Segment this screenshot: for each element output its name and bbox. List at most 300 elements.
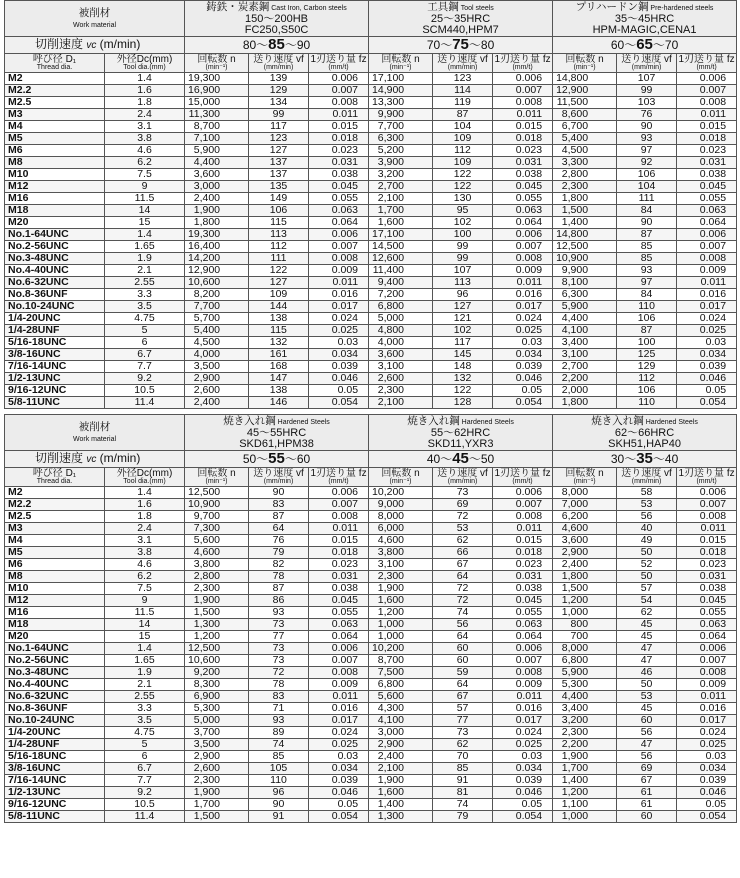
rpm-cell: 5,900 [185, 145, 249, 157]
fz-cell: 0.054 [309, 397, 369, 409]
rpm-cell: 4,600 [553, 523, 617, 535]
thread-dia-cell: 1/4-28UNF [5, 325, 105, 337]
rpm-cell: 800 [553, 619, 617, 631]
feed-cell: 50 [617, 571, 677, 583]
table-row [5, 763, 737, 775]
fz-cell: 0.034 [677, 763, 737, 775]
thread-dia-cell: M16 [5, 607, 105, 619]
rpm-header-label: 回転数 n [381, 53, 420, 65]
rpm-cell: 1,800 [185, 217, 249, 229]
rpm-cell: 7,200 [369, 289, 433, 301]
feed-cell: 52 [617, 559, 677, 571]
material-name: 焼き入れ鋼 [591, 415, 644, 427]
feed-cell: 132 [433, 373, 493, 385]
feed-cell: 161 [249, 349, 309, 361]
fz-cell: 0.024 [677, 727, 737, 739]
fz-cell: 0.023 [493, 145, 553, 157]
thread-dia-cell: M2 [5, 487, 105, 499]
feed-cell: 132 [249, 337, 309, 349]
feed-cell: 149 [249, 193, 309, 205]
work-material-label [5, 415, 185, 451]
thread-dia-cell: M10 [5, 169, 105, 181]
table-row [5, 607, 737, 619]
feed-cell: 129 [617, 361, 677, 373]
tool-dia-cell: 2.4 [105, 523, 185, 535]
fz-cell: 0.018 [493, 133, 553, 145]
fz-cell: 0.011 [677, 277, 737, 289]
fz-cell: 0.023 [677, 145, 737, 157]
table-row [5, 277, 737, 289]
fz-cell: 0.038 [309, 169, 369, 181]
feed-header [249, 468, 309, 487]
rpm-cell: 17,100 [369, 229, 433, 241]
fz-cell: 0.017 [309, 715, 369, 727]
feed-cell: 73 [249, 619, 309, 631]
feed-cell: 113 [433, 277, 493, 289]
rpm-cell: 2,800 [185, 571, 249, 583]
rpm-cell: 2,300 [369, 385, 433, 397]
rpm-cell: 2,900 [185, 373, 249, 385]
fz-cell: 0.025 [493, 739, 553, 751]
rpm-cell: 14,800 [553, 229, 617, 241]
fz-cell: 0.039 [309, 361, 369, 373]
fz-cell: 0.038 [677, 169, 737, 181]
feed-cell: 74 [433, 799, 493, 811]
thread-dia-cell: M18 [5, 205, 105, 217]
rpm-cell: 12,500 [553, 241, 617, 253]
fz-cell: 0.023 [309, 145, 369, 157]
feed-cell: 106 [617, 169, 677, 181]
rpm-cell: 13,300 [369, 97, 433, 109]
feed-cell: 67 [617, 775, 677, 787]
thread-dia-cell: No.10-24UNC [5, 301, 105, 313]
feed-header-label: 送り速度 vf [437, 53, 488, 65]
rpm-cell: 7,700 [185, 301, 249, 313]
table-row [5, 751, 737, 763]
tool-dia-cell: 1.9 [105, 667, 185, 679]
fz-cell: 0.006 [677, 229, 737, 241]
material-header-row [5, 1, 737, 37]
fz-cell: 0.045 [309, 595, 369, 607]
fz-cell: 0.006 [309, 73, 369, 85]
rpm-cell: 2,100 [369, 397, 433, 409]
rpm-cell: 12,500 [185, 487, 249, 499]
fz-cell: 0.046 [493, 373, 553, 385]
cutting-conditions-table [4, 0, 737, 409]
feed-header [617, 468, 677, 487]
thread-dia-cell: 9/16-12UNC [5, 385, 105, 397]
rpm-cell: 1,000 [553, 811, 617, 823]
feed-cell: 74 [249, 739, 309, 751]
rpm-cell: 1,700 [553, 763, 617, 775]
feed-cell: 135 [249, 181, 309, 193]
rpm-cell: 1,900 [185, 787, 249, 799]
tool-dia-cell: 3.3 [105, 703, 185, 715]
fz-cell: 0.046 [677, 373, 737, 385]
thread-dia-cell: M3 [5, 109, 105, 121]
feed-cell: 96 [433, 289, 493, 301]
table-row [5, 157, 737, 169]
thread-dia-cell: 5/8-11UNC [5, 397, 105, 409]
feed-cell: 122 [249, 265, 309, 277]
feed-header [617, 54, 677, 73]
fz-cell: 0.008 [677, 97, 737, 109]
rpm-cell: 4,100 [369, 715, 433, 727]
fz-cell: 0.054 [677, 397, 737, 409]
rpm-cell: 3,900 [369, 157, 433, 169]
thread-dia-cell: M10 [5, 583, 105, 595]
rpm-cell: 6,000 [369, 523, 433, 535]
tool-dia-cell: 9.2 [105, 373, 185, 385]
fz-cell: 0.038 [309, 583, 369, 595]
feed-cell: 77 [433, 715, 493, 727]
thread-dia-cell: No.6-32UNC [5, 277, 105, 289]
fz-header-unit: (mm/t) [696, 63, 717, 71]
tool-dia-cell: 1.6 [105, 499, 185, 511]
feed-cell: 117 [249, 121, 309, 133]
feed-cell: 89 [249, 727, 309, 739]
fz-cell: 0.031 [677, 571, 737, 583]
feed-cell: 46 [617, 667, 677, 679]
rpm-cell: 10,600 [185, 277, 249, 289]
fz-cell: 0.054 [493, 397, 553, 409]
rpm-cell: 12,600 [369, 253, 433, 265]
feed-header-label: 送り速度 vf [253, 53, 304, 65]
table-row [5, 397, 737, 409]
rpm-cell: 5,400 [553, 133, 617, 145]
feed-cell: 64 [433, 631, 493, 643]
speed-recommended: 65 [636, 36, 653, 53]
fz-cell: 0.011 [677, 523, 737, 535]
rpm-cell: 6,200 [553, 511, 617, 523]
rpm-cell: 2,700 [553, 361, 617, 373]
table-row [5, 811, 737, 823]
fz-cell: 0.045 [493, 181, 553, 193]
rpm-header-label: 回転数 n [565, 467, 604, 479]
rpm-cell: 10,900 [553, 253, 617, 265]
feed-cell: 67 [433, 559, 493, 571]
fz-cell: 0.006 [677, 487, 737, 499]
thread-dia-cell: No.4-40UNC [5, 679, 105, 691]
thread-dia-cell: M3 [5, 523, 105, 535]
material-hardness: 45～55HRC [246, 427, 307, 439]
table-row [5, 289, 737, 301]
feed-cell: 99 [433, 253, 493, 265]
table-row [5, 559, 737, 571]
fz-cell: 0.03 [677, 751, 737, 763]
material-header [553, 415, 737, 451]
thread-dia-en: Thread dia. [36, 63, 73, 71]
table-row [5, 727, 737, 739]
feed-cell: 113 [249, 229, 309, 241]
fz-cell: 0.055 [677, 607, 737, 619]
rpm-cell: 8,700 [185, 121, 249, 133]
fz-cell: 0.025 [493, 325, 553, 337]
feed-cell: 45 [617, 631, 677, 643]
rpm-cell: 1,100 [553, 799, 617, 811]
fz-cell: 0.006 [677, 643, 737, 655]
rpm-cell: 1,000 [369, 631, 433, 643]
feed-cell: 56 [617, 727, 677, 739]
feed-cell: 47 [617, 643, 677, 655]
speed-recommended: 75 [452, 36, 469, 53]
work-material-jp: 被削材 [78, 6, 111, 19]
fz-cell: 0.008 [309, 253, 369, 265]
fz-cell: 0.018 [309, 547, 369, 559]
feed-cell: 69 [617, 763, 677, 775]
table-row [5, 487, 737, 499]
fz-cell: 0.007 [309, 499, 369, 511]
feed-cell: 56 [617, 751, 677, 763]
material-hardness: 35～45HRC [614, 13, 675, 25]
table-row [5, 655, 737, 667]
fz-cell: 0.031 [677, 157, 737, 169]
material-hardness: 55～62HRC [430, 427, 491, 439]
rpm-cell: 1,800 [553, 571, 617, 583]
table-row [5, 595, 737, 607]
rpm-cell: 1,200 [185, 631, 249, 643]
fz-cell: 0.009 [493, 679, 553, 691]
feed-cell: 74 [433, 607, 493, 619]
feed-header-unit: (mm/min) [631, 63, 662, 71]
fz-cell: 0.05 [493, 385, 553, 397]
fz-cell: 0.007 [677, 241, 737, 253]
fz-cell: 0.011 [493, 109, 553, 121]
rpm-cell: 3,200 [553, 715, 617, 727]
rpm-cell: 2,100 [369, 193, 433, 205]
rpm-cell: 2,200 [553, 739, 617, 751]
feed-cell: 40 [617, 523, 677, 535]
tool-dia-cell: 4.6 [105, 145, 185, 157]
feed-cell: 57 [433, 703, 493, 715]
fz-cell: 0.039 [677, 361, 737, 373]
speed-recommended: 55 [268, 450, 285, 467]
material-hardness: 62～66HRC [614, 427, 675, 439]
fz-cell: 0.039 [493, 775, 553, 787]
feed-cell: 144 [249, 301, 309, 313]
cutting-speed-text: 切削速度 [35, 451, 87, 465]
table-row [5, 229, 737, 241]
table-row [5, 511, 737, 523]
table-row [5, 373, 737, 385]
feed-cell: 62 [433, 535, 493, 547]
fz-cell: 0.008 [309, 511, 369, 523]
feed-cell: 106 [249, 205, 309, 217]
feed-cell: 47 [617, 739, 677, 751]
fz-header-unit: (mm/t) [328, 63, 349, 71]
feed-cell: 129 [249, 85, 309, 97]
fz-cell: 0.05 [493, 799, 553, 811]
fz-cell: 0.064 [493, 217, 553, 229]
fz-cell: 0.063 [309, 619, 369, 631]
thread-dia-cell: M4 [5, 121, 105, 133]
tool-dia-cell: 3.1 [105, 121, 185, 133]
rpm-cell: 14,800 [553, 73, 617, 85]
rpm-cell: 3,700 [185, 727, 249, 739]
fz-cell: 0.023 [677, 559, 737, 571]
material-name-en: Hardened Steels [275, 419, 330, 426]
tool-dia-cell: 1.4 [105, 229, 185, 241]
rpm-cell: 8,000 [553, 643, 617, 655]
table-row [5, 265, 737, 277]
fz-cell: 0.016 [677, 289, 737, 301]
fz-cell: 0.007 [493, 499, 553, 511]
rpm-cell: 14,900 [369, 85, 433, 97]
rpm-cell: 5,600 [369, 691, 433, 703]
feed-cell: 45 [617, 703, 677, 715]
table-row [5, 583, 737, 595]
fz-cell: 0.034 [309, 349, 369, 361]
thread-dia-header [5, 54, 105, 73]
rpm-cell: 7,300 [185, 523, 249, 535]
thread-dia-cell: 3/8-16UNC [5, 763, 105, 775]
fz-cell: 0.045 [309, 181, 369, 193]
fz-cell: 0.016 [493, 703, 553, 715]
tool-dia-cell: 3.8 [105, 133, 185, 145]
rpm-cell: 3,400 [553, 337, 617, 349]
fz-cell: 0.007 [309, 85, 369, 97]
fz-cell: 0.017 [677, 301, 737, 313]
cutting-speed-label [5, 37, 185, 54]
table-row [5, 667, 737, 679]
rpm-cell: 4,100 [553, 325, 617, 337]
thread-dia-cell: 1/2-13UNC [5, 373, 105, 385]
tool-dia-cell: 3.5 [105, 715, 185, 727]
table-row [5, 619, 737, 631]
thread-dia-cell: M2.5 [5, 511, 105, 523]
fz-cell: 0.008 [309, 97, 369, 109]
rpm-cell: 8,200 [185, 289, 249, 301]
rpm-cell: 8,300 [185, 679, 249, 691]
fz-cell: 0.05 [677, 799, 737, 811]
rpm-cell: 1,600 [369, 595, 433, 607]
feed-cell: 62 [433, 739, 493, 751]
feed-header-unit: (mm/min) [631, 477, 662, 485]
thread-dia-cell: M2.2 [5, 499, 105, 511]
material-name-en: Tool steels [458, 5, 494, 12]
tool-dia-cell: 6.2 [105, 571, 185, 583]
material-name-en: Hardened Steels [459, 419, 514, 426]
rpm-header [185, 54, 249, 73]
fz-cell: 0.039 [309, 775, 369, 787]
feed-cell: 71 [249, 703, 309, 715]
table-row [5, 169, 737, 181]
fz-cell: 0.009 [677, 679, 737, 691]
feed-cell: 104 [433, 121, 493, 133]
feed-cell: 56 [617, 511, 677, 523]
thread-dia-cell: M6 [5, 145, 105, 157]
feed-cell: 81 [433, 787, 493, 799]
rpm-cell: 1,300 [185, 619, 249, 631]
feed-cell: 97 [617, 277, 677, 289]
tool-dia-cell: 11.4 [105, 397, 185, 409]
feed-cell: 50 [617, 547, 677, 559]
feed-cell: 53 [617, 691, 677, 703]
table-row [5, 205, 737, 217]
fz-cell: 0.007 [493, 85, 553, 97]
rpm-cell: 9,400 [369, 277, 433, 289]
work-material-jp: 被削材 [78, 420, 111, 433]
fz-header [677, 468, 737, 487]
tool-dia-cell: 14 [105, 619, 185, 631]
fz-cell: 0.024 [677, 313, 737, 325]
material-hardness: 25～35HRC [430, 13, 491, 25]
thread-dia-cell: M2.2 [5, 85, 105, 97]
fz-cell: 0.016 [309, 703, 369, 715]
table-row [5, 571, 737, 583]
thread-dia-cell: M6 [5, 559, 105, 571]
rpm-header-label: 回転数 n [565, 53, 604, 65]
rpm-header [369, 468, 433, 487]
rpm-cell: 11,500 [553, 97, 617, 109]
fz-cell: 0.025 [309, 739, 369, 751]
rpm-cell: 2,900 [553, 547, 617, 559]
thread-dia-cell: M18 [5, 619, 105, 631]
rpm-cell: 4,500 [553, 145, 617, 157]
thread-dia-cell: No.6-32UNC [5, 691, 105, 703]
fz-cell: 0.05 [309, 385, 369, 397]
fz-cell: 0.011 [493, 523, 553, 535]
material-name-en: Cast Iron, Carbon steels [269, 5, 347, 12]
table-row [5, 73, 737, 85]
feed-cell: 72 [433, 511, 493, 523]
rpm-cell: 1,000 [369, 619, 433, 631]
tool-dia-cell: 14 [105, 205, 185, 217]
fz-cell: 0.009 [493, 265, 553, 277]
feed-cell: 137 [249, 157, 309, 169]
tool-dia-en: Tool dia.(mm) [123, 63, 166, 71]
fz-cell: 0.045 [677, 595, 737, 607]
table-row [5, 715, 737, 727]
work-material-label [5, 1, 185, 37]
feed-cell: 72 [433, 583, 493, 595]
feed-cell: 78 [249, 679, 309, 691]
cutting-speed-label [5, 451, 185, 468]
tool-dia-cell: 1.4 [105, 643, 185, 655]
fz-cell: 0.006 [677, 73, 737, 85]
tool-dia-cell: 7.7 [105, 775, 185, 787]
rpm-cell: 1,900 [185, 205, 249, 217]
tool-dia-cell: 3.3 [105, 289, 185, 301]
thread-dia-cell: M8 [5, 157, 105, 169]
rpm-cell: 2,400 [185, 193, 249, 205]
table-row [5, 361, 737, 373]
feed-cell: 73 [249, 643, 309, 655]
rpm-cell: 1,800 [553, 193, 617, 205]
feed-cell: 95 [433, 205, 493, 217]
tool-dia-cell: 5 [105, 739, 185, 751]
feed-cell: 85 [617, 253, 677, 265]
rpm-cell: 2,300 [185, 775, 249, 787]
feed-cell: 47 [617, 655, 677, 667]
rpm-cell: 2,800 [553, 169, 617, 181]
fz-cell: 0.008 [493, 667, 553, 679]
fz-cell: 0.063 [309, 205, 369, 217]
rpm-cell: 6,800 [369, 301, 433, 313]
fz-cell: 0.008 [677, 667, 737, 679]
thread-dia-cell: No.3-48UNC [5, 253, 105, 265]
tool-dia-cell: 1.8 [105, 511, 185, 523]
thread-dia-cell: 1/4-20UNC [5, 313, 105, 325]
rpm-cell: 5,900 [553, 667, 617, 679]
fz-cell: 0.046 [677, 787, 737, 799]
fz-cell: 0.023 [309, 559, 369, 571]
cutting-speed-unit: (m/min) [96, 451, 141, 465]
rpm-cell: 2,400 [553, 559, 617, 571]
rpm-cell: 2,900 [185, 751, 249, 763]
cutting-speed-value [553, 37, 737, 54]
feed-cell: 49 [617, 535, 677, 547]
